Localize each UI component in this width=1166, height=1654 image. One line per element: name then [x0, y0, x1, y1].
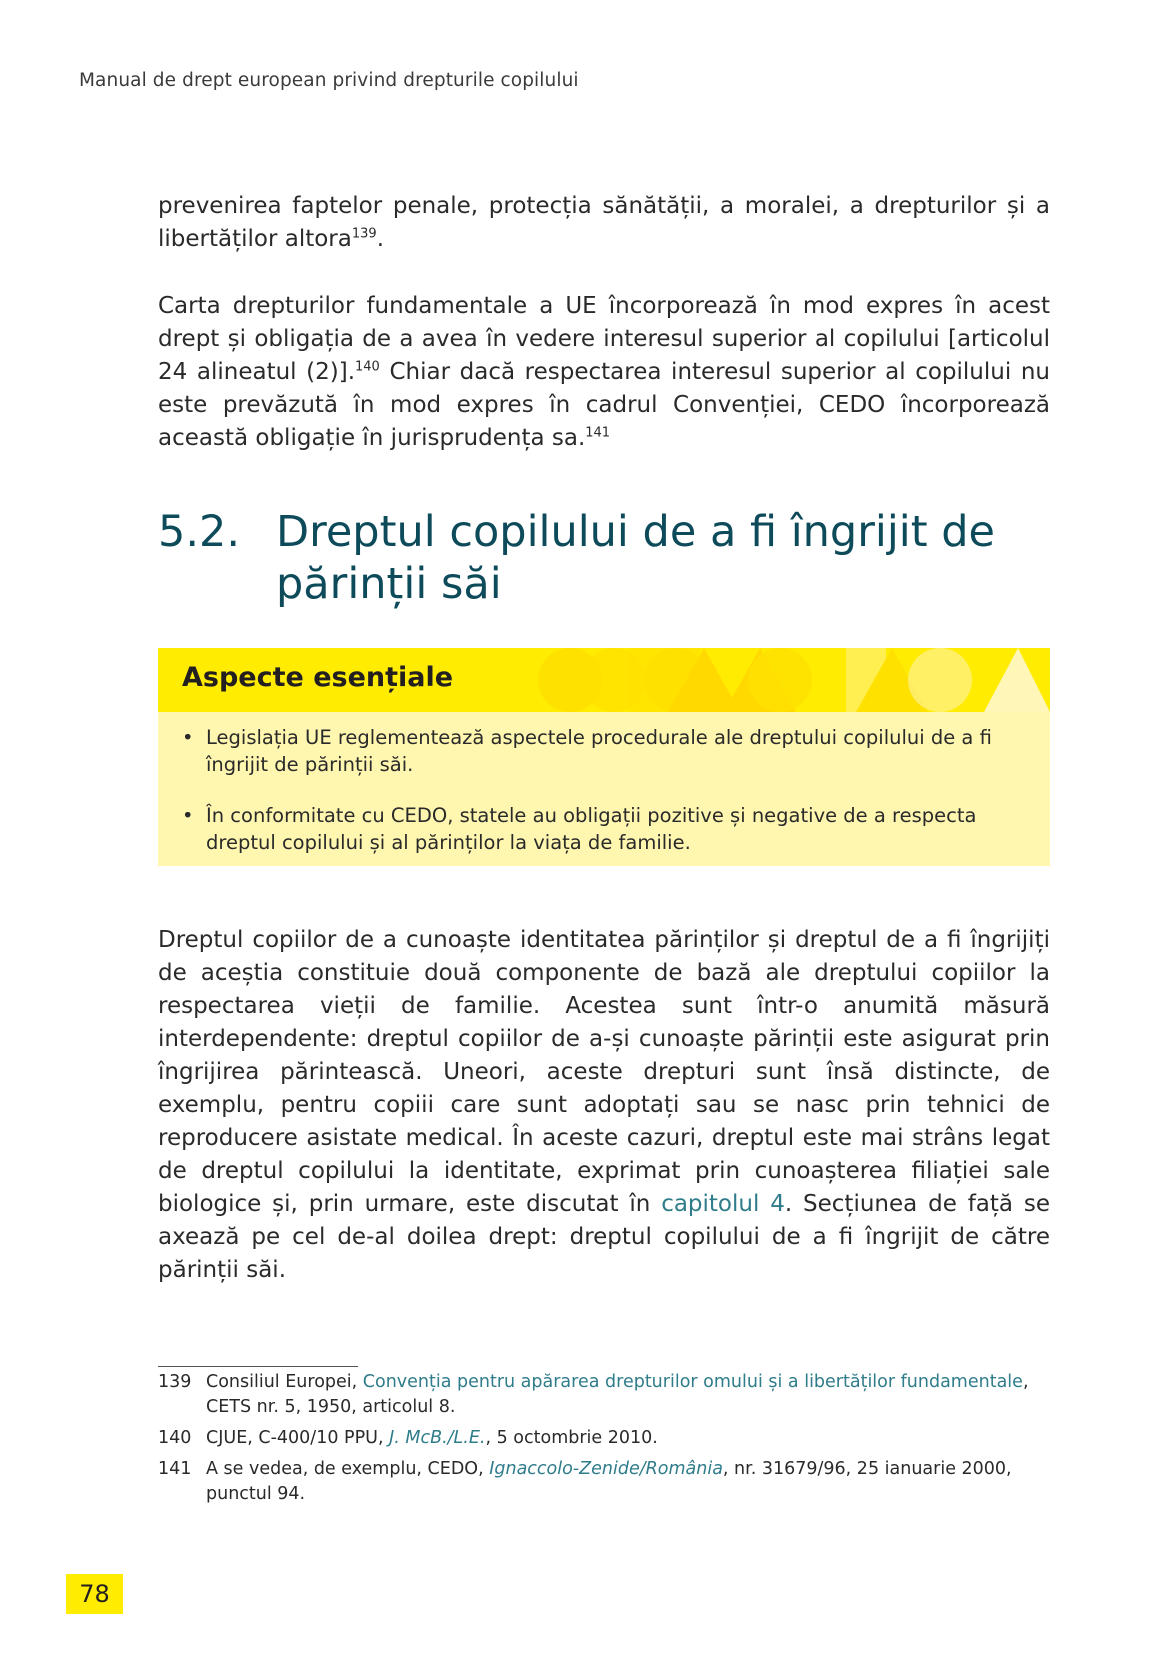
- section-title: Dreptul copilului de a fi îngrijit de părinții săi: [276, 507, 996, 609]
- decorative-shapes: [528, 648, 1050, 712]
- footnote-number: 139: [158, 1372, 192, 1392]
- key-point-text: Legislația UE reglementează aspectele procedurale ale dreptului copilului de a fi îngrijit de părinții săi.: [206, 726, 992, 776]
- key-points-box: [158, 648, 1050, 866]
- paragraph-text: Dreptul copiilor de a cunoaște identitatea părinților și dreptul de a fi îngrijiți de aceștia constituie două componente de bază ale dreptului copiilor la respectarea vieții de familie. Acestea sunt într-o anumită măsură interdependente: dreptul copiilor de a-și cunoaște părinții este asigurat prin îngrijirea părintească. Uneori, aceste drepturi sunt însă distincte, de exemplu, pentru copiii care sunt adoptați sau se nasc prin tehnici de reproducere asistate medical. În aceste cazuri, dreptul este mai strâns legat de dreptul copilului la identitate, exprimat prin cunoașterea filiației sale biologice și, prin urmare, este discutat în: [158, 927, 1050, 1217]
- chapter-4-link[interactable]: capitolul 4: [661, 1191, 785, 1217]
- footnote-text: [206, 1426, 1058, 1451]
- key-points-title: Aspecte esențiale: [182, 662, 454, 693]
- footnote-text: [206, 1457, 1058, 1507]
- footnote-ref-140[interactable]: 140: [355, 359, 380, 375]
- footnote-post: , nr. 31679/96, 25 ianuarie 2000, punctul 94.: [206, 1459, 1012, 1504]
- footnotes: [158, 1370, 1058, 1513]
- paragraph-tail: .: [376, 226, 385, 252]
- footnote-post: , CETS nr. 5, 1950, articolul 8.: [206, 1372, 1029, 1417]
- paragraph-text: . Secțiunea de față se axează pe cel de-al doilea drept: dreptul copilului de a fi îngrijit de către părinții săi.: [158, 1191, 1051, 1283]
- paragraph-text: prevenirea faptelor penale, protecția sănătății, a moralei, a drepturilor și a libertăților altora: [158, 193, 1050, 252]
- bullet-icon: •: [182, 726, 194, 749]
- page-number: 78: [66, 1574, 123, 1614]
- footnote-post: , 5 octombrie 2010.: [485, 1428, 658, 1448]
- bullet-icon: •: [182, 804, 194, 827]
- footnote-139: [158, 1370, 1058, 1420]
- running-header: Manual de drept european privind drepturile copilului: [79, 70, 579, 91]
- convention-link[interactable]: Convenția pentru apărarea drepturilor omului și a libertăților fundamentale: [362, 1372, 1023, 1392]
- footnote-pre: A se vedea, de exemplu, CEDO,: [206, 1459, 490, 1479]
- key-points-header-band: [158, 648, 1050, 712]
- footnote-text: [206, 1370, 1058, 1420]
- footnote-ref-141[interactable]: 141: [585, 425, 611, 441]
- key-point-item: [182, 724, 1028, 778]
- paragraph-text: Carta drepturilor fundamentale a UE încorporează în mod expres în acest drept și obligația de a avea în vedere interesul superior al copilului [articolul 24 alineatul (2)].: [158, 293, 1050, 385]
- key-points-list: [182, 724, 1028, 880]
- key-point-item: [182, 802, 1028, 856]
- case-mcb-link[interactable]: J. McB./L.E.: [389, 1428, 486, 1448]
- footnote-140: [158, 1426, 1058, 1451]
- footnote-number: 141: [158, 1459, 192, 1479]
- footnote-ref-139[interactable]: 139: [351, 226, 377, 242]
- footnote-divider: [158, 1366, 358, 1367]
- section-number: 5.2.: [158, 507, 241, 557]
- footnote-pre: Consiliul Europei,: [206, 1372, 363, 1392]
- footnote-number: 140: [158, 1428, 192, 1448]
- footnote-pre: CJUE, C-400/10 PPU,: [206, 1428, 390, 1448]
- case-ignaccolo-link[interactable]: Ignaccolo-Zenide/România: [489, 1459, 723, 1479]
- paragraph-continuation: [158, 190, 1050, 256]
- paragraph-identity: [158, 924, 1050, 1287]
- paragraph-charter: [158, 290, 1050, 455]
- footnote-141: [158, 1457, 1058, 1507]
- paragraph-text: Chiar dacă respectarea interesul superior al copilului nu este prevăzută în mod expres în cadrul Convenției, CEDO încorporează această obligație în jurisprudența sa.: [158, 359, 1050, 451]
- key-point-text: În conformitate cu CEDO, statele au obligații pozitive și negative de a respecta dreptul copilului și al părinților la viața de familie.: [206, 804, 977, 854]
